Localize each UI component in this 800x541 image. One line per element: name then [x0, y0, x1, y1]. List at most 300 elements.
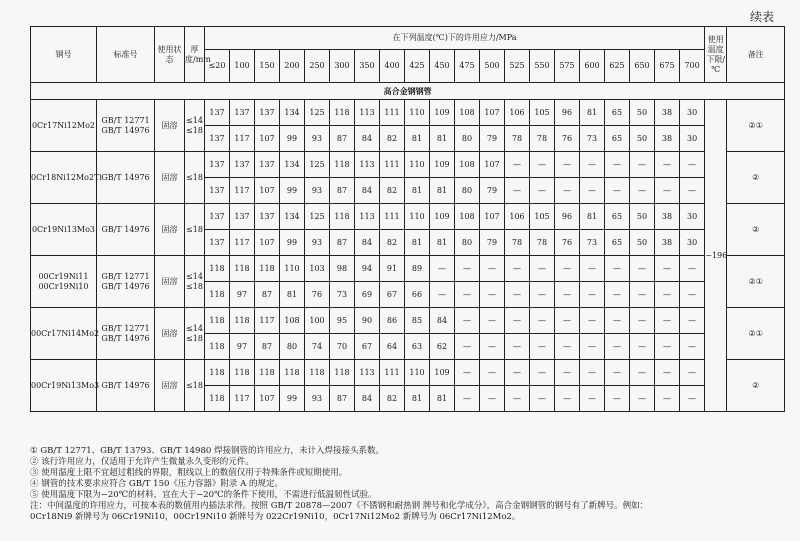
stress-value: — — [455, 386, 480, 412]
stress-value: 118 — [330, 360, 355, 386]
stress-value: 87 — [330, 178, 355, 204]
stress-value: 137 — [230, 100, 255, 126]
stress-value: — — [580, 386, 605, 412]
stress-value: — — [430, 256, 455, 282]
stress-value: — — [555, 178, 580, 204]
continued-label: 续表 — [749, 10, 774, 24]
stress-value: — — [680, 282, 705, 308]
header-temp: 425 — [405, 50, 430, 83]
stress-value: 107 — [480, 204, 505, 230]
header-temp: 250 — [305, 50, 330, 83]
stress-value: — — [530, 386, 555, 412]
stress-value: 110 — [405, 152, 430, 178]
standard-line: GB/T 12771 — [101, 323, 150, 333]
stress-value: 118 — [330, 204, 355, 230]
stress-value: 134 — [280, 100, 305, 126]
stress-value: 78 — [530, 230, 555, 256]
stress-value: 107 — [480, 152, 505, 178]
stress-value: 117 — [230, 178, 255, 204]
stress-value: 76 — [555, 230, 580, 256]
stress-value: 73 — [580, 230, 605, 256]
thickness-line: ≤18 — [186, 125, 203, 135]
stress-value: 137 — [255, 204, 280, 230]
stress-value: — — [505, 256, 530, 282]
stress-value: 30 — [680, 126, 705, 152]
stress-value: 137 — [255, 152, 280, 178]
stress-value: 65 — [605, 230, 630, 256]
stress-value: 134 — [280, 204, 305, 230]
header-temp: 300 — [330, 50, 355, 83]
stress-value: — — [555, 334, 580, 360]
stress-value: — — [530, 152, 555, 178]
stress-value: — — [580, 334, 605, 360]
stress-value: 118 — [330, 100, 355, 126]
stress-value: — — [580, 308, 605, 334]
stress-value: — — [530, 360, 555, 386]
header-temp: 350 — [355, 50, 380, 83]
condition-cell: 固溶 — [155, 256, 185, 308]
stress-value: 113 — [355, 152, 380, 178]
stress-value: — — [455, 282, 480, 308]
header-temp: 100 — [230, 50, 255, 83]
stress-value: 63 — [405, 334, 430, 360]
stress-value: 118 — [280, 360, 305, 386]
stress-value: 67 — [355, 334, 380, 360]
stress-value: 78 — [505, 126, 530, 152]
stress-value: 137 — [205, 230, 230, 256]
stress-value: 117 — [255, 308, 280, 334]
stress-value: — — [605, 386, 630, 412]
stress-value: 38 — [655, 126, 680, 152]
stress-value: 109 — [430, 152, 455, 178]
stress-value: 50 — [630, 126, 655, 152]
stress-value: 96 — [555, 100, 580, 126]
stress-value: 106 — [505, 100, 530, 126]
grade-line: 00Cr19Ni11 — [38, 271, 89, 281]
stress-value: 97 — [230, 282, 255, 308]
stress-value: — — [455, 256, 480, 282]
stress-value: — — [680, 360, 705, 386]
stress-value: 30 — [680, 204, 705, 230]
stress-value: 93 — [305, 178, 330, 204]
thickness-line: ≤18 — [186, 333, 203, 343]
standard-cell — [97, 152, 155, 204]
stress-value: 110 — [405, 204, 430, 230]
table-row — [31, 360, 785, 386]
stress-value: — — [580, 256, 605, 282]
stress-value: — — [505, 282, 530, 308]
condition-cell: 固溶 — [155, 360, 185, 412]
thickness-line: ≤18 — [186, 281, 203, 291]
stress-value: 137 — [205, 126, 230, 152]
stress-value: — — [555, 386, 580, 412]
stress-value: 84 — [355, 126, 380, 152]
stress-value: 113 — [355, 360, 380, 386]
footnote-line: ④ 钢管的技术要求应符合 GB/T 150《压力容器》附录 A 的规定。 — [30, 479, 283, 489]
grade-cell: 0Cr18Ni12Mo2Ti — [31, 152, 97, 204]
stress-value: 99 — [280, 386, 305, 412]
header-grade: 钢号 — [31, 27, 97, 83]
standard-cell — [97, 308, 155, 360]
stress-value: 118 — [205, 308, 230, 334]
stress-value: 118 — [230, 308, 255, 334]
stress-value: — — [605, 282, 630, 308]
stress-value: 84 — [430, 308, 455, 334]
grade-line: 00Cr19Ni10 — [38, 281, 89, 291]
stress-value: — — [555, 360, 580, 386]
stress-value: — — [455, 308, 480, 334]
stress-value: — — [580, 178, 605, 204]
stress-value: 80 — [455, 126, 480, 152]
stress-value: 113 — [355, 100, 380, 126]
stress-value: 109 — [430, 100, 455, 126]
stress-value: 81 — [280, 282, 305, 308]
stress-value: 110 — [405, 100, 430, 126]
stress-value: 76 — [305, 282, 330, 308]
stress-value: 118 — [205, 360, 230, 386]
standard-line: GB/T 14976 — [101, 172, 150, 182]
stress-value: — — [655, 334, 680, 360]
stress-value: 118 — [305, 360, 330, 386]
header-temp: 500 — [480, 50, 505, 83]
standard-line: GB/T 14976 — [101, 224, 150, 234]
grade-cell: 0Cr19Ni13Mo3 — [31, 204, 97, 256]
stress-value: 107 — [255, 178, 280, 204]
stress-value: 30 — [680, 230, 705, 256]
stress-value: — — [580, 152, 605, 178]
stress-value: — — [530, 282, 555, 308]
stress-value: 108 — [455, 204, 480, 230]
thickness-cell — [185, 308, 205, 360]
stress-value: — — [505, 178, 530, 204]
condition-cell: 固溶 — [155, 308, 185, 360]
footnote-line: ① GB/T 12771、GB/T 13793、GB/T 14980 焊接钢管的许用应力，未计入焊接接头系数。 — [30, 446, 384, 456]
stress-value: 118 — [205, 386, 230, 412]
stress-value: 118 — [205, 334, 230, 360]
stress-value: — — [605, 152, 630, 178]
stress-value: 65 — [605, 100, 630, 126]
remark-cell: ② — [727, 204, 785, 256]
stress-value: 96 — [555, 204, 580, 230]
stress-value: — — [530, 256, 555, 282]
stress-value: — — [430, 282, 455, 308]
thickness-line: ≤18 — [186, 172, 203, 182]
stress-value: 50 — [630, 230, 655, 256]
remark-cell: ② — [727, 152, 785, 204]
remark-cell: ② — [727, 360, 785, 412]
header-temp: 550 — [530, 50, 555, 83]
grade-cell — [31, 256, 97, 308]
remark-cell: ②① — [727, 100, 785, 152]
stress-value: — — [505, 360, 530, 386]
standard-cell — [97, 360, 155, 412]
stress-value: — — [455, 360, 480, 386]
section-title: 高合金钢钢管 — [31, 83, 785, 100]
stress-value: 82 — [380, 178, 405, 204]
stress-value: 108 — [455, 152, 480, 178]
standard-line: GB/T 14976 — [101, 380, 150, 390]
stress-value: — — [655, 256, 680, 282]
header-min-temp: 使用温度下限/℃ — [705, 27, 727, 83]
stress-value: 125 — [305, 204, 330, 230]
stress-value: 64 — [380, 334, 405, 360]
stress-value: — — [680, 386, 705, 412]
stress-value: — — [630, 152, 655, 178]
header-temp: 575 — [555, 50, 580, 83]
standard-line: GB/T 12771 — [101, 115, 150, 125]
stress-value: 81 — [405, 126, 430, 152]
stress-value: — — [630, 334, 655, 360]
header-remarks: 备注 — [727, 27, 785, 83]
stress-value: 79 — [480, 230, 505, 256]
thickness-cell — [185, 152, 205, 204]
stress-value: 81 — [580, 204, 605, 230]
footnote-line: 注：中间温度的许用应力，可按本表的数值用内插法求得。按照 GB/T 20878—2007《不锈钢和耐热钢 牌号和化学成分》，高合金钢钢管的钢号有了新牌号。例如： — [30, 501, 649, 511]
stress-value: 50 — [630, 100, 655, 126]
stress-value: — — [630, 360, 655, 386]
stress-value: — — [455, 334, 480, 360]
stress-value: 80 — [280, 334, 305, 360]
stress-value: 81 — [430, 386, 455, 412]
stress-value: 95 — [330, 308, 355, 334]
stress-value: 81 — [430, 230, 455, 256]
stress-value: 125 — [305, 152, 330, 178]
standard-line: GB/T 14976 — [101, 281, 150, 291]
stress-value: — — [480, 334, 505, 360]
stress-value: — — [605, 308, 630, 334]
stress-value: 85 — [405, 308, 430, 334]
stress-value: 118 — [230, 360, 255, 386]
header-temp: 650 — [630, 50, 655, 83]
stress-value: 137 — [230, 152, 255, 178]
stress-value: 106 — [505, 204, 530, 230]
stress-value: 87 — [255, 282, 280, 308]
stress-value: 67 — [380, 282, 405, 308]
table-row — [31, 308, 785, 334]
stress-value: 87 — [330, 126, 355, 152]
stress-value: — — [580, 360, 605, 386]
stress-value: 79 — [480, 178, 505, 204]
stress-value: 107 — [255, 230, 280, 256]
standard-line: GB/T 12771 — [101, 271, 150, 281]
stress-value: 89 — [405, 256, 430, 282]
stress-value: — — [480, 386, 505, 412]
stress-value: — — [655, 152, 680, 178]
stress-value: 90 — [355, 308, 380, 334]
stress-value: — — [680, 256, 705, 282]
thickness-line: ≤14 — [186, 115, 203, 125]
stress-value: 105 — [530, 204, 555, 230]
remark-cell: ②① — [727, 256, 785, 308]
stress-value: 113 — [355, 204, 380, 230]
stress-value: 78 — [530, 126, 555, 152]
stress-value: 111 — [380, 152, 405, 178]
stress-value: — — [555, 282, 580, 308]
stress-value: — — [505, 334, 530, 360]
table-row — [31, 100, 785, 126]
thickness-line: ≤14 — [186, 323, 203, 333]
stress-value: — — [630, 282, 655, 308]
stress-value: 81 — [405, 178, 430, 204]
stress-value: 100 — [305, 308, 330, 334]
standard-cell — [97, 100, 155, 152]
stress-value: 117 — [230, 230, 255, 256]
thickness-line: ≤18 — [186, 224, 203, 234]
stress-value: 134 — [280, 152, 305, 178]
stress-value: — — [655, 282, 680, 308]
stress-value: 117 — [230, 126, 255, 152]
stress-value: 81 — [430, 178, 455, 204]
section-row — [31, 83, 785, 100]
stress-value: 99 — [280, 230, 305, 256]
stress-value: 81 — [580, 100, 605, 126]
stress-value: — — [680, 178, 705, 204]
stress-value: 110 — [405, 360, 430, 386]
stress-value: — — [555, 256, 580, 282]
stress-value: 81 — [405, 386, 430, 412]
stress-value: 69 — [355, 282, 380, 308]
thickness-cell — [185, 256, 205, 308]
header-thickness: 厚度/mm — [185, 27, 205, 83]
stress-value: — — [580, 282, 605, 308]
stress-value: 87 — [255, 334, 280, 360]
stress-value: 118 — [255, 256, 280, 282]
stress-value: — — [680, 334, 705, 360]
header-temp: 450 — [430, 50, 455, 83]
stress-value: 137 — [205, 204, 230, 230]
header-temp: 675 — [655, 50, 680, 83]
stress-value: 108 — [455, 100, 480, 126]
stress-value: 118 — [255, 360, 280, 386]
thickness-cell — [185, 100, 205, 152]
stress-value: 137 — [205, 152, 230, 178]
header-temp: 475 — [455, 50, 480, 83]
stress-value: — — [630, 178, 655, 204]
stress-value: 84 — [355, 178, 380, 204]
stress-value: 82 — [380, 386, 405, 412]
grade-cell: 00Cr19Ni13Mo3 — [31, 360, 97, 412]
table-row — [31, 152, 785, 178]
stress-value: 93 — [305, 126, 330, 152]
stress-value: 78 — [505, 230, 530, 256]
stress-value: 97 — [230, 334, 255, 360]
stress-value: 125 — [305, 100, 330, 126]
standard-line: GB/T 14976 — [101, 125, 150, 135]
stress-value: 80 — [455, 230, 480, 256]
header-temp: 700 — [680, 50, 705, 83]
stress-value: 38 — [655, 100, 680, 126]
condition-cell: 固溶 — [155, 152, 185, 204]
stress-value: 73 — [330, 282, 355, 308]
stress-value: 82 — [380, 126, 405, 152]
grade-cell: 0Cr17Ni12Mo2 — [31, 100, 97, 152]
stress-value: — — [505, 308, 530, 334]
stress-value: — — [655, 360, 680, 386]
stress-value: — — [480, 308, 505, 334]
thickness-cell — [185, 360, 205, 412]
stress-value: 111 — [380, 100, 405, 126]
stress-value: 87 — [330, 386, 355, 412]
header-condition: 使用状态 — [155, 27, 185, 83]
stress-value: 117 — [230, 386, 255, 412]
stress-value: 118 — [330, 152, 355, 178]
stress-value: 137 — [205, 100, 230, 126]
stress-value: 118 — [230, 256, 255, 282]
stress-value: 91 — [380, 256, 405, 282]
min-temp-cell: −196 — [705, 100, 727, 412]
thickness-line: ≤14 — [186, 271, 203, 281]
stress-value: 99 — [280, 126, 305, 152]
header-temp: 625 — [605, 50, 630, 83]
stress-value: — — [655, 308, 680, 334]
stress-value: — — [680, 308, 705, 334]
stress-value: 94 — [355, 256, 380, 282]
thickness-cell — [185, 204, 205, 256]
stress-value: 137 — [205, 178, 230, 204]
stress-value: 93 — [305, 386, 330, 412]
stress-value: 73 — [580, 126, 605, 152]
stress-value: 87 — [330, 230, 355, 256]
stress-value: 93 — [305, 230, 330, 256]
stress-value: 111 — [380, 360, 405, 386]
condition-cell: 固溶 — [155, 100, 185, 152]
stress-value: 65 — [605, 126, 630, 152]
header-standard: 标准号 — [97, 27, 155, 83]
stress-value: — — [480, 256, 505, 282]
stress-value: 107 — [480, 100, 505, 126]
standard-cell — [97, 256, 155, 308]
stress-value: 79 — [480, 126, 505, 152]
stress-value: 70 — [330, 334, 355, 360]
stress-value: 118 — [205, 256, 230, 282]
stress-value: — — [630, 308, 655, 334]
stress-value: — — [505, 152, 530, 178]
table-row — [31, 256, 785, 282]
stress-value: — — [630, 386, 655, 412]
stress-value: — — [505, 386, 530, 412]
thickness-line: ≤18 — [186, 380, 203, 390]
stress-value: — — [680, 152, 705, 178]
stress-value: 65 — [605, 204, 630, 230]
stress-value: 80 — [455, 178, 480, 204]
stress-value: 82 — [380, 230, 405, 256]
header-temp: 150 — [255, 50, 280, 83]
table-body — [31, 27, 785, 412]
stress-value: — — [530, 308, 555, 334]
stress-value: 74 — [305, 334, 330, 360]
stress-value: 118 — [205, 282, 230, 308]
stress-value: — — [555, 152, 580, 178]
stress-value: — — [605, 256, 630, 282]
remark-cell: ②① — [727, 308, 785, 360]
stress-value: 107 — [255, 126, 280, 152]
stress-value: 84 — [355, 230, 380, 256]
stress-value: 109 — [430, 360, 455, 386]
allowable-stress-table — [30, 26, 785, 412]
stress-value: — — [605, 178, 630, 204]
footnote-line: ③ 使用温度上限不宜超过粗线的界限，粗线以上的数值仅用于特殊条件或短期使用。 — [30, 468, 348, 478]
stress-value: — — [655, 386, 680, 412]
stress-value: 108 — [280, 308, 305, 334]
stress-value: 50 — [630, 204, 655, 230]
footnote-line: ② 该行许用应力，仅适用于允许产生微量永久变形的元件。 — [30, 457, 254, 467]
stress-value: 86 — [380, 308, 405, 334]
stress-value: — — [480, 282, 505, 308]
header-temp: 200 — [280, 50, 305, 83]
footnote-line: ⑤ 使用温度下限为−20℃的材料，宜在大于−20℃的条件下使用，不需进行低温韧性试验。 — [30, 490, 377, 500]
stress-value: 103 — [305, 256, 330, 282]
stress-value: 62 — [430, 334, 455, 360]
